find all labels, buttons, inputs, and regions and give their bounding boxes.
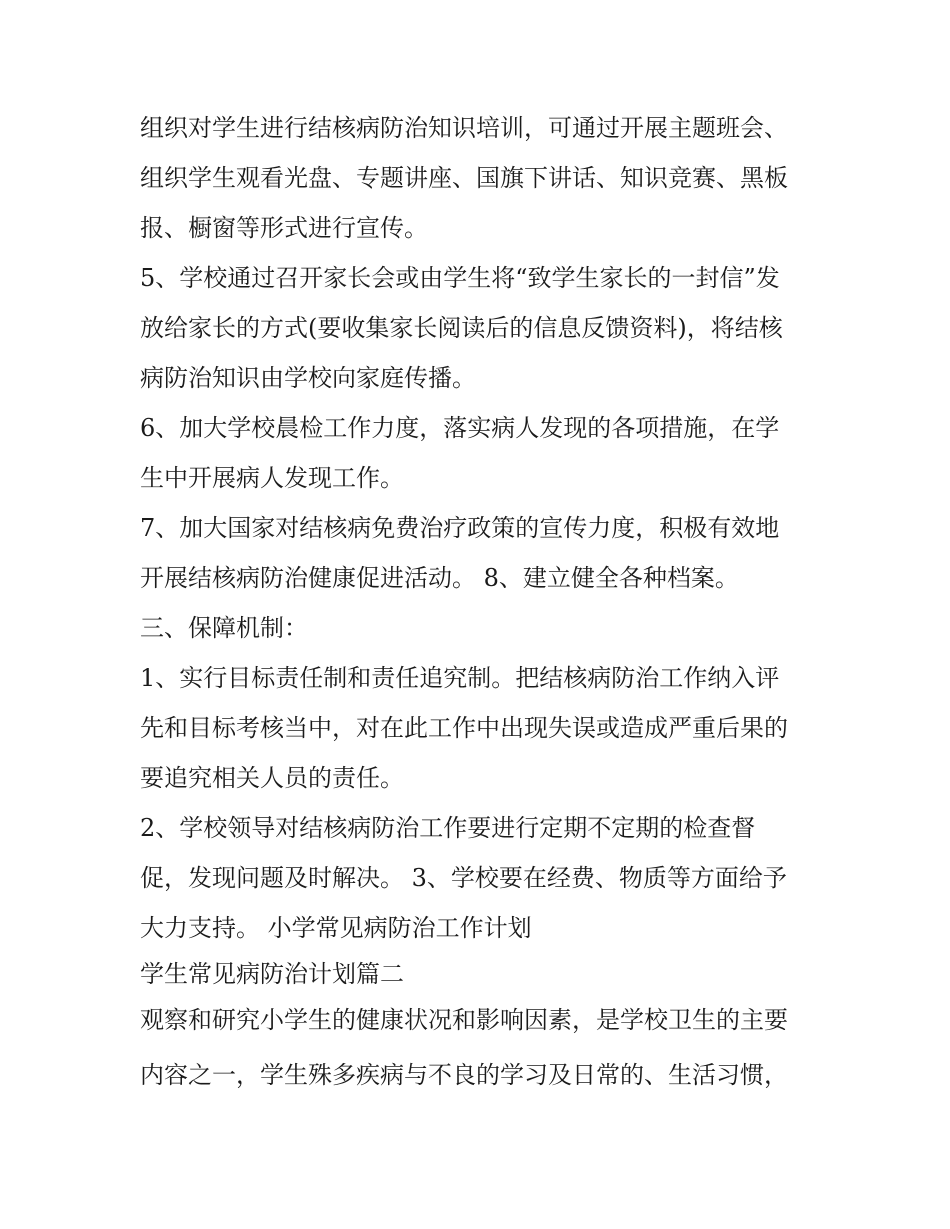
text-line-2: 组织学生观看光盘、专题讲座、国旗下讲话、知识竞赛、黑板 (140, 164, 788, 192)
section-heading: 三、保障机制： (140, 614, 308, 642)
text-line-3: 报、橱窗等形式进行宣传。 (140, 214, 428, 242)
text-line-17: 大力支持。 小学常见病防治工作计划 (140, 914, 532, 942)
text-line-13: 先和目标考核当中，对在此工作中出现失误或造成严重后果的 (140, 714, 788, 742)
document-body (140, 103, 820, 1100)
text-line-16: 促，发现问题及时解决。 3、学校要在经费、物质等方面给予 (140, 864, 787, 892)
text-line-1: 组织对学生进行结核病防治知识培训，可通过开展主题班会、 (140, 114, 788, 142)
text-line-20: 内容之一，学生殊多疾病与不良的学习及日常的、生活习惯， (140, 1061, 788, 1089)
text-line-8: 生中开展病人发现工作。 (140, 464, 404, 492)
text-line-6: 病防治知识由学校向家庭传播。 (140, 364, 476, 392)
text-line-10: 开展结核病防治健康促进活动。 8、建立健全各种档案。 (140, 564, 739, 592)
text-line-19: 观察和研究小学生的健康状况和影响因素，是学校卫生的主要 (140, 1006, 788, 1034)
text-line-15: 2、学校领导对结核病防治工作要进行定期不定期的检查督 (140, 814, 756, 842)
text-line-9: 7、加大国家对结核病免费治疗政策的宣传力度，积极有效地 (140, 514, 780, 542)
article-subtitle: 学生常见病防治计划篇二 (140, 960, 404, 988)
text-line-7: 6、加大学校晨检工作力度，落实病人发现的各项措施，在学 (140, 414, 780, 442)
text-line-4: 5、学校通过召开家长会或由学生将“致学生家长的一封信”发 (140, 264, 780, 292)
text-line-14: 要追究相关人员的责任。 (140, 764, 404, 792)
text-line-5: 放给家长的方式(要收集家长阅读后的信息反馈资料)，将结核 (140, 314, 783, 342)
text-line-12: 1、实行目标责任制和责任追究制。把结核病防治工作纳入评 (140, 664, 780, 692)
